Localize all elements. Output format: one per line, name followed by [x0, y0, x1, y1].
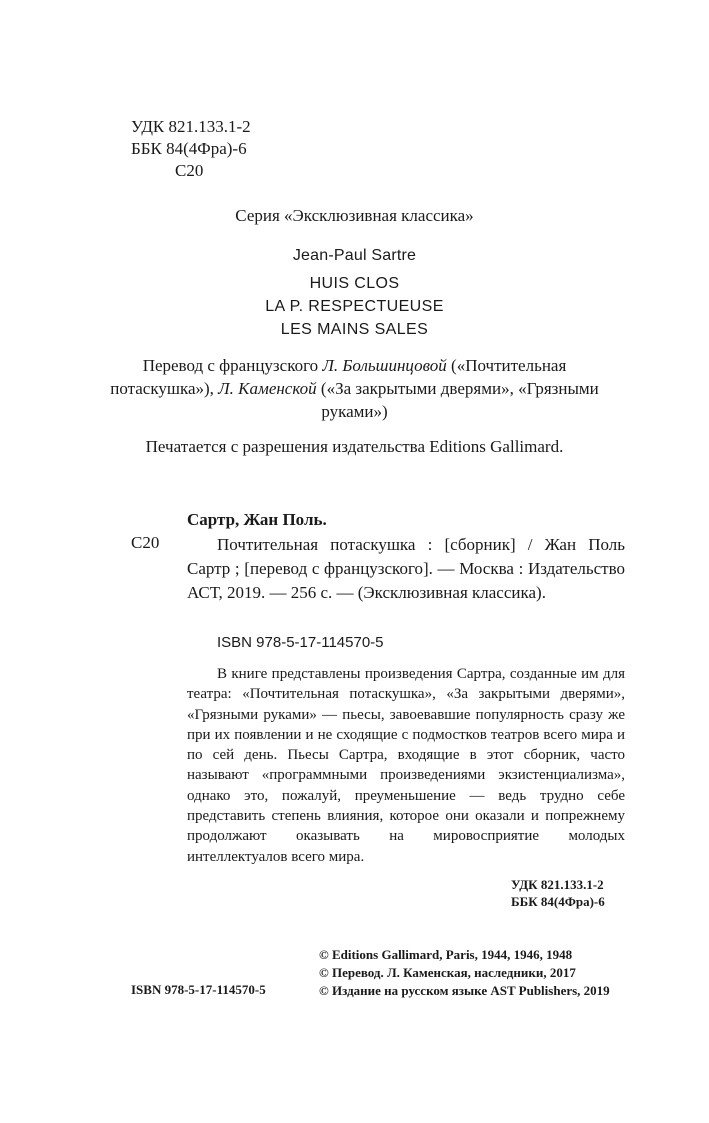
copyright-notices	[319, 946, 610, 1000]
original-title: LA P. RESPECTUEUSE	[265, 298, 444, 315]
isbn-inline: ISBN 978-5-17-114570-5	[217, 634, 384, 651]
book-annotation: В книге представлены произведения Сартра, созданные им для театра: «Почтительная потаскушка», «За закрытыми дверями», «Грязными руками» — пьесы, завоевавшие популярность сразу же при их появлении и не сходящие с подмостков театров всего мира и по сей день. Пьесы Сартра, входящие в этот сборник, часто называют «программными произведениями экзистенциализма», однако это, пожалуй, преуменьшение — ведь трудно себе представить степень влияния, которое они оказали и попрежнему продолжают оказывать на мировосприятие молодых интеллектуалов всего мира.	[187, 666, 625, 865]
copyright-line: © Перевод. Л. Каменская, наследники, 2017	[319, 965, 576, 980]
translator-name: Л. Каменской	[218, 379, 317, 398]
permission-notice: Печатается с разрешения издательства Editions Gallimard.	[145, 437, 564, 456]
bibliographic-code: С20	[131, 533, 160, 552]
original-title: HUIS CLOS	[309, 275, 400, 292]
udk-code-bottom: УДК 821.133.1-2	[511, 877, 604, 892]
copyright-line: © Издание на русском языке AST Publishers, 2019	[319, 983, 610, 998]
original-author: Jean-Paul Sartre	[292, 247, 417, 264]
translator-name: Л. Большинцовой	[322, 356, 447, 375]
series-title: Серия «Эксклюзивная классика»	[235, 206, 474, 225]
translation-suffix: («За закрытыми дверями», «Грязными руками»)	[316, 379, 599, 421]
udk-code: УДК 821.133.1-2	[131, 117, 251, 136]
bbk-code: ББК 84(4Фра)-6	[131, 139, 247, 158]
author-mark: С20	[175, 161, 204, 180]
original-title: LES MAINS SALES	[280, 321, 429, 338]
bbk-code-bottom: ББК 84(4Фра)-6	[511, 894, 605, 909]
classification-codes-bottom	[425, 876, 622, 910]
bibliographic-description: Почтительная потаскушка : [сборник] / Жан Поль Сартр ; [перевод с французского]. — Москва : Издательство АСТ, 2019. — 256 с. — (Эксклюзивная классика).	[187, 535, 625, 602]
translation-middle: («Почтительная потаскушка»),	[110, 356, 567, 398]
isbn-bottom: ISBN 978-5-17-114570-5	[131, 982, 266, 997]
copyright-line: © Editions Gallimard, Paris, 1944, 1946, 1948	[319, 947, 573, 962]
classification-codes	[131, 116, 251, 182]
translation-credits	[100, 354, 609, 423]
translation-prefix: Перевод с французского	[142, 356, 323, 375]
original-titles	[0, 272, 709, 341]
bibliographic-author: Сартр, Жан Поль.	[187, 510, 327, 529]
